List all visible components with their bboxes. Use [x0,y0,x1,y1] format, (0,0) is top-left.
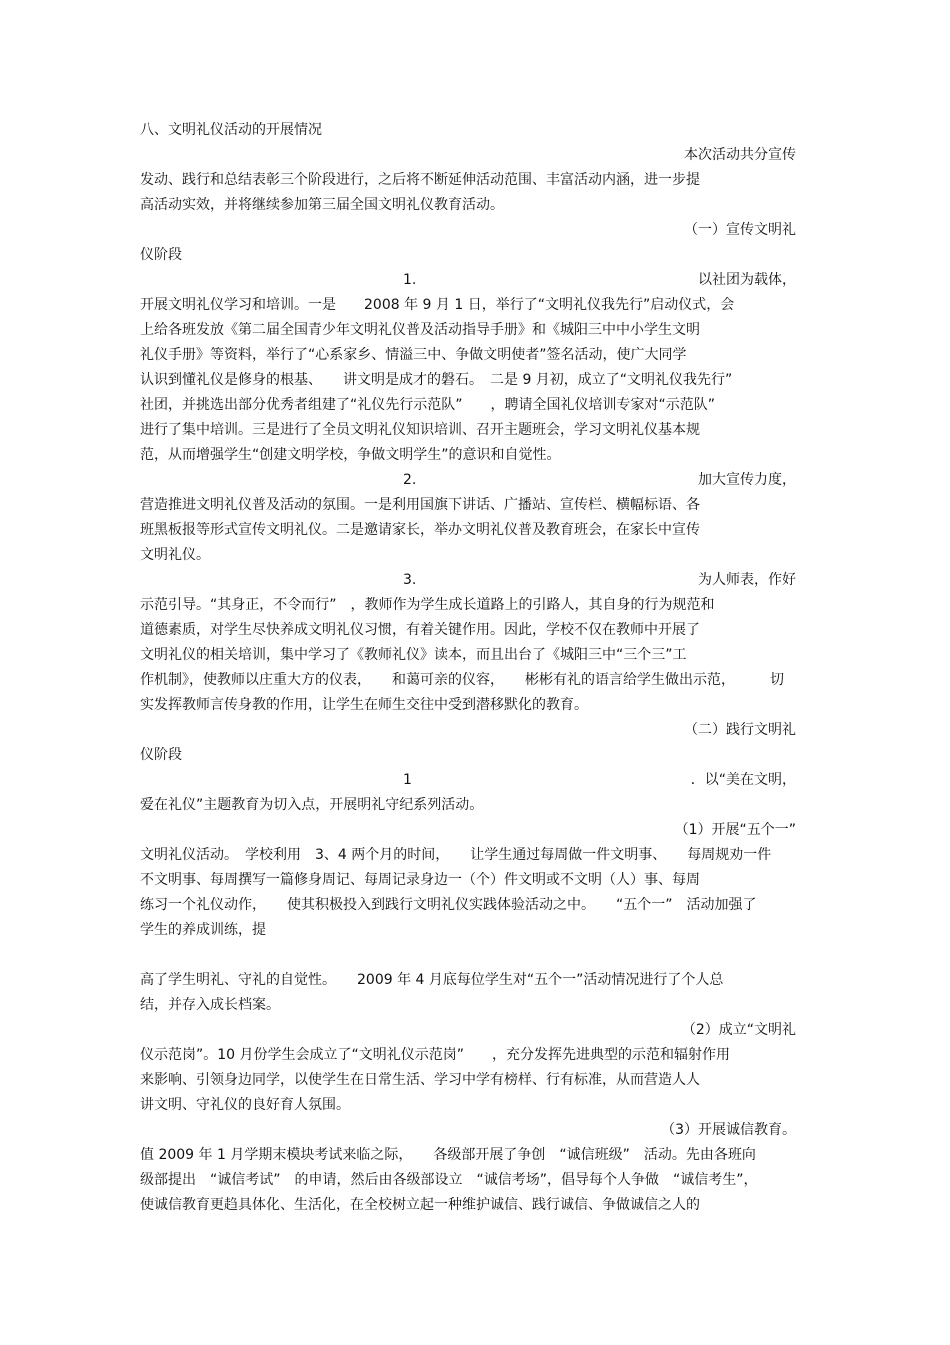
line-32: 爱在礼仪”主题教育为切入点，开展明礼守纪系列活动。 [140,797,484,813]
line-29: 仪阶段 [140,747,182,763]
line-41: 仪示范岗”。10 月份学生会成立了“文明礼仪示范岗” ，充分发挥先进典型的示范和辐射作用 [140,1047,731,1063]
line-04: 高活动实效，并将继续参加第三届全国文明礼仪教育活动。 [140,197,504,213]
line-16: 2. [403,472,417,488]
line-10: 上给各班发放《第二届全国青少年文明礼仪普及活动指导手册》和《城阳三中中小学生文明 [140,322,700,338]
line-25: 文明礼仪的相关培训，集中学习了《教师礼仪》读本，而且出台了《城阳三中“三个三”工 [140,647,687,663]
line-03: 发动、践行和总结表彰三个阶段进行，之后将不断延伸活动范围、丰富活动内涵，进一步提 [140,172,700,188]
line-12: 认识到懂礼仪是修身的根基、 讲文明是成才的磐石。 二是 9 月初，成立了“文明礼仪我先行” [140,372,733,388]
line-19: 班黑板报等形式宣传文明礼仪。二是邀请家长，举办文明礼仪普及教育班会，在家长中宣传 [140,522,700,538]
line-37: 学生的养成训练，提 [140,922,266,938]
line-09: 开展文明礼仪学习和培训。一是 2008 年 9 月 1 日，举行了“文明礼仪我先行”启动仪式，会 [140,297,735,313]
line-31: ．以“美在文明， [690,772,796,788]
line-33: （1）开展“五个一” [674,822,796,838]
line-27: 实发挥教师言传身教的作用，让学生在师生交往中受到潜移默化的教育。 [140,697,588,713]
line-06: 仪阶段 [140,247,182,263]
line-23: 示范引导。“其身正，不令而行” ，教师作为学生成长道路上的引路人，其自身的行为规范和 [140,597,715,613]
line-07: 1. [403,272,417,288]
line-35: 不文明事、每周撰写一篇修身周记、每周记录身边一（个）件文明或不文明（人）事、每周 [140,872,700,888]
line-21: 3. [403,572,417,588]
line-08: 以社团为载体， [698,272,796,288]
line-34: 文明礼仪活动。 学校利用 3、4 两个月的时间， 让学生通过每周做一件文明事、 每周规劝一件 [140,847,772,863]
line-17: 加大宣传力度， [698,472,796,488]
line-28: （二）践行文明礼 [684,722,796,738]
line-39: 结，并存入成长档案。 [140,997,280,1013]
line-42: 来影响、引领身边同学，以使学生在日常生活、学习中学有榜样、行有标准，从而营造人人 [140,1072,700,1088]
line-15: 范，从而增强学生“创建文明学校，争做文明学生”的意识和自觉性。 [140,447,561,463]
line-01: 八、文明礼仪活动的开展情况 [140,122,322,138]
line-46: 级部提出 “诚信考试” 的申请，然后由各级部设立 “诚信考场”，倡导每个人争做 “诚信考生”， [140,1172,758,1188]
line-38: 高了学生明礼、守礼的自觉性。 2009 年 4 月底每位学生对“五个一”活动情况进行了个人总 [140,972,724,988]
line-43: 讲文明、守礼仪的良好育人氛围。 [140,1097,350,1113]
line-30: 1 [403,772,412,788]
line-44: （3）开展诚信教育。 [661,1122,796,1138]
line-22: 为人师表，作好 [698,572,796,588]
line-18: 营造推进文明礼仪普及活动的氛围。一是利用国旗下讲话、广播站、宣传栏、横幅标语、各 [140,497,700,513]
line-05: （一）宣传文明礼 [684,222,796,238]
line-47: 使诚信教育更趋具体化、生活化，在全校树立起一种维护诚信、践行诚信、争做诚信之人的 [140,1197,700,1213]
line-02: 本次活动共分宣传 [684,147,796,163]
line-14: 进行了集中培训。三是进行了全员文明礼仪知识培训、召开主题班会，学习文明礼仪基本规 [140,422,700,438]
line-24: 道德素质，对学生尽快养成文明礼仪习惯，有着关键作用。因此，学校不仅在教师中开展了 [140,622,700,638]
line-13: 社团，并挑选出部分优秀者组建了“礼仪先行示范队” ，聘请全国礼仪培训专家对“示范队” [140,397,716,413]
line-36: 练习一个礼仪动作， 使其积极投入到践行文明礼仪实践体验活动之中。 “五个一” 活动加强了 [140,897,757,913]
line-45: 值 2009 年 1 月学期末模块考试来临之际， 各级部开展了争创 “诚信班级” 活动。先由各班向 [140,1147,756,1163]
line-20: 文明礼仪。 [140,547,210,563]
line-26: 作机制》，使教师以庄重大方的仪表， 和蔼可亲的仪容， 彬彬有礼的语言给学生做出示范， 切 [140,672,784,688]
line-11: 礼仪手册》等资料，举行了“心系家乡、情溢三中、争做文明使者”签名活动，使广大同学 [140,347,687,363]
line-40: （2）成立“文明礼 [681,1022,796,1038]
